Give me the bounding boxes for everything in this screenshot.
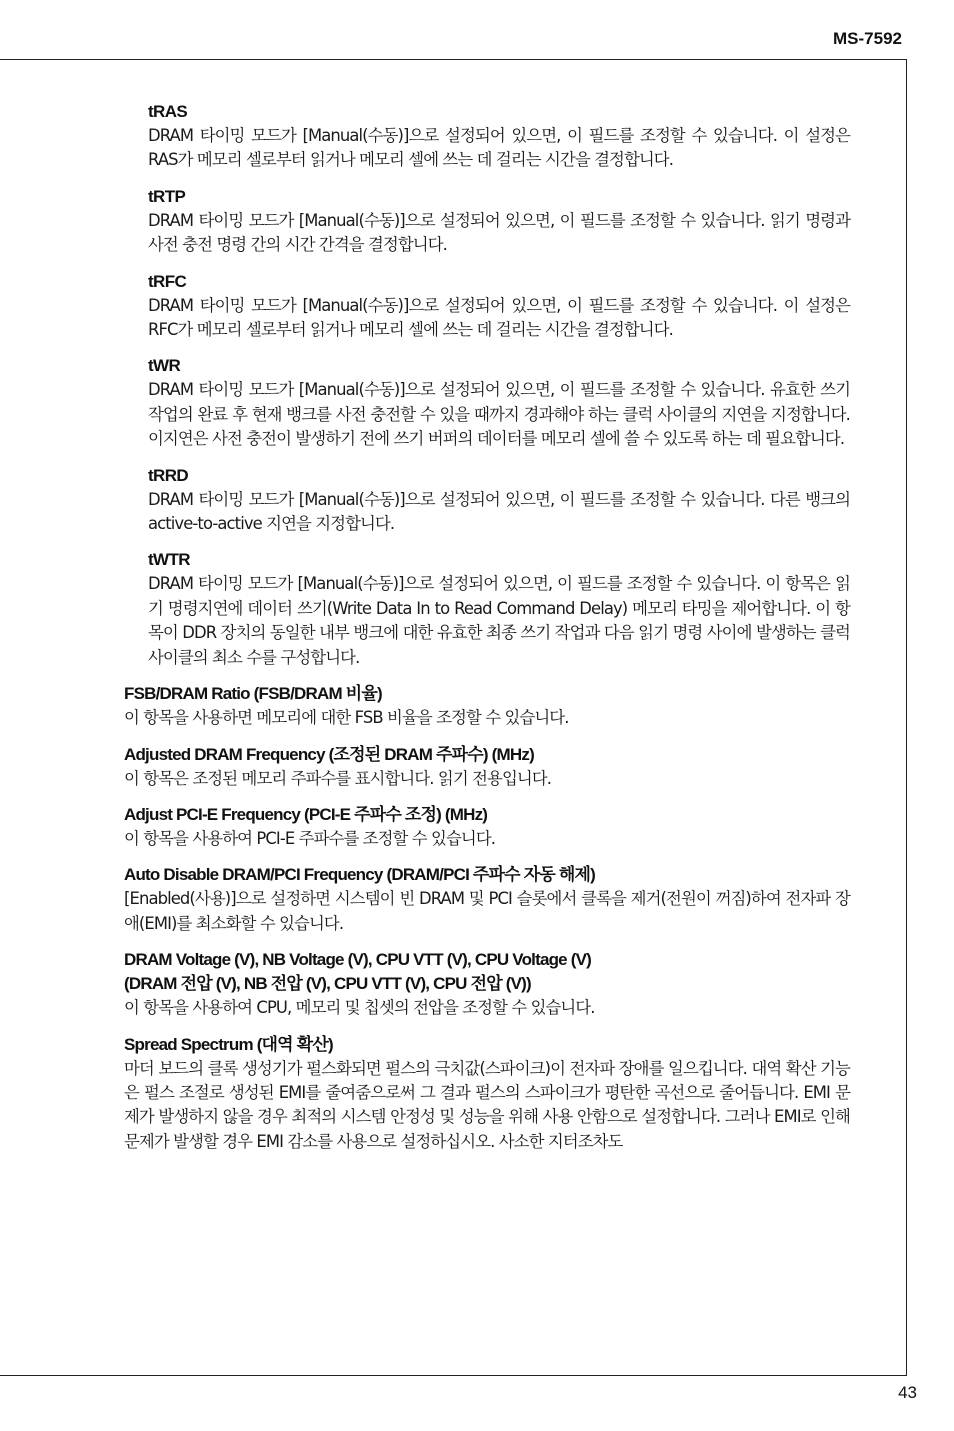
section-title: Auto Disable DRAM/PCI Frequency (DRAM/PCI 주파수 자동 해제) xyxy=(124,865,595,885)
section-title: FSB/DRAM Ratio (FSB/DRAM 비율) xyxy=(124,684,382,704)
side-rule xyxy=(906,59,907,1375)
section-twr xyxy=(148,354,850,451)
section-tras xyxy=(148,100,850,173)
section-body: 이 항목을 사용하여 PCI-E 주파수를 조정할 수 있습니다. xyxy=(124,828,496,848)
section-body: 이 항목은 조정된 메모리 주파수를 표시합니다. 읽기 전용입니다. xyxy=(124,768,552,788)
section-trrd xyxy=(148,464,850,537)
section-spread-spectrum xyxy=(124,1033,850,1155)
section-body: DRAM 타이밍 모드가 [Manual(수동)]으로 설정되어 있으면, 이 필드를 조정할 수 있습니다. 이 설정은 RFC가 메모리 셀로부터 읽거나 메모리 셀에 쓰는 데 걸리는 시간을 결정합니다. xyxy=(148,295,850,340)
section-body: DRAM 타이밍 모드가 [Manual(수동)]으로 설정되어 있으면, 이 필드를 조정할 수 있습니다. 이 설정은 RAS가 메모리 셀로부터 읽거나 메모리 셀에 쓰는 데 걸리는 시간을 결정합니다. xyxy=(148,126,850,170)
section-body: [Enabled(사용)]으로 설정하면 시스템이 빈 DRAM 및 PCI 슬롯에서 클록을 제거(전원이 꺼짐)하여 전자파 장애(EMI)를 최소화할 수 있습니다. xyxy=(124,889,850,933)
section-adjust-pcie-frequency xyxy=(124,803,850,851)
model-number: MS-7592 xyxy=(833,29,902,48)
section-body: DRAM 타이밍 모드가 [Manual(수동)]으로 설정되어 있으면, 이 필드를 조정할 수 있습니다. 다른 뱅크의 active-to-active 지연을 지정합니다. xyxy=(148,489,850,534)
section-body: 이 항목을 사용하면 메모리에 대한 FSB 비율을 조정할 수 있습니다. xyxy=(124,708,569,728)
section-fsb-dram-ratio xyxy=(124,682,850,730)
section-auto-disable-dram-pci xyxy=(124,863,850,936)
page-content xyxy=(124,100,850,1166)
section-title: tRTP xyxy=(148,186,186,206)
section-trfc xyxy=(148,270,850,343)
section-voltages xyxy=(124,948,850,1020)
section-body: DRAM 타이밍 모드가 [Manual(수동)]으로 설정되어 있으면, 이 필드를 조정할 수 있습니다. 읽기 명령과 사전 충전 명령 간의 시간 간격을 결정합니다. xyxy=(148,210,850,255)
section-body: DRAM 타이밍 모드가 [Manual(수동)]으로 설정되어 있으면, 이 필드를 조정할 수 있습니다. 이 항목은 읽기 명령지연에 데이터 쓰기(Write Data In to Read Command Delay) 메모리 타밍을 제어합니다. 이 항목이 DDR 장치의 동일한 내부 뱅크에 대한 유효한 최종 쓰기 작업과 다음 읽기 명령 사이에 발생하는 클럭 사이클의 최소 수를 구성합니다. xyxy=(148,574,850,667)
section-body: DRAM 타이밍 모드가 [Manual(수동)]으로 설정되어 있으면, 이 필드를 조정할 수 있습니다. 유효한 쓰기 작업의 완료 후 현재 뱅크를 사전 충전할 수 있을 때까지 경과해야 하는 클럭 사이클의 지연을 지정합니다. 이지연은 사전 충전이 발생하기 전에 쓰기 버퍼의 데이터를 메모리 셀에 쓸 수 있도록 하는 데 필요합니다. xyxy=(148,380,850,449)
section-title: tRAS xyxy=(148,102,188,121)
section-title: tRFC xyxy=(148,271,187,291)
section-body: 이 항목을 사용하여 CPU, 메모리 및 칩셋의 전압을 조정할 수 있습니다. xyxy=(124,998,595,1018)
section-title-secondary: (DRAM 전압 (V), NB 전압 (V), CPU VTT (V), CPU 전압 (V)) xyxy=(124,974,531,994)
header-rule xyxy=(0,59,907,60)
section-twtr xyxy=(148,548,850,670)
section-title: DRAM Voltage (V), NB Voltage (V), CPU VTT (V), CPU Voltage (V) xyxy=(124,950,592,970)
section-adjusted-dram-frequency xyxy=(124,743,850,791)
footer-rule xyxy=(0,1375,907,1376)
section-title: tWTR xyxy=(148,550,190,570)
section-title: tWR xyxy=(148,356,181,376)
section-trtp xyxy=(148,185,850,258)
section-title: Spread Spectrum (대역 확산) xyxy=(124,1034,333,1054)
section-body: 마더 보드의 클록 생성기가 펄스화되면 펄스의 극치값(스파이크)이 전자파 장애를 일으킵니다. 대역 확산 기능은 펄스 조절로 생성된 EMI를 줄여줌으로써 그 결과 펄스의 스파이크가 평탄한 곡선으로 줄어듭니다. EMI 문제가 발생하지 않을 경우 최적의 시스템 안정성 및 성능을 위해 사용 안함으로 설정합니다. 그러나 EMI로 인해 문제가 발생할 경우 EMI 감소를 사용으로 설정하십시오. 사소한 지터조차도 xyxy=(124,1058,850,1151)
section-title: Adjusted DRAM Frequency (조정된 DRAM 주파수) (MHz) xyxy=(124,744,534,764)
section-title: Adjust PCI-E Frequency (PCI-E 주파수 조정) (MHz) xyxy=(124,804,488,824)
section-title: tRRD xyxy=(148,465,189,485)
page-number: 43 xyxy=(898,1383,917,1402)
